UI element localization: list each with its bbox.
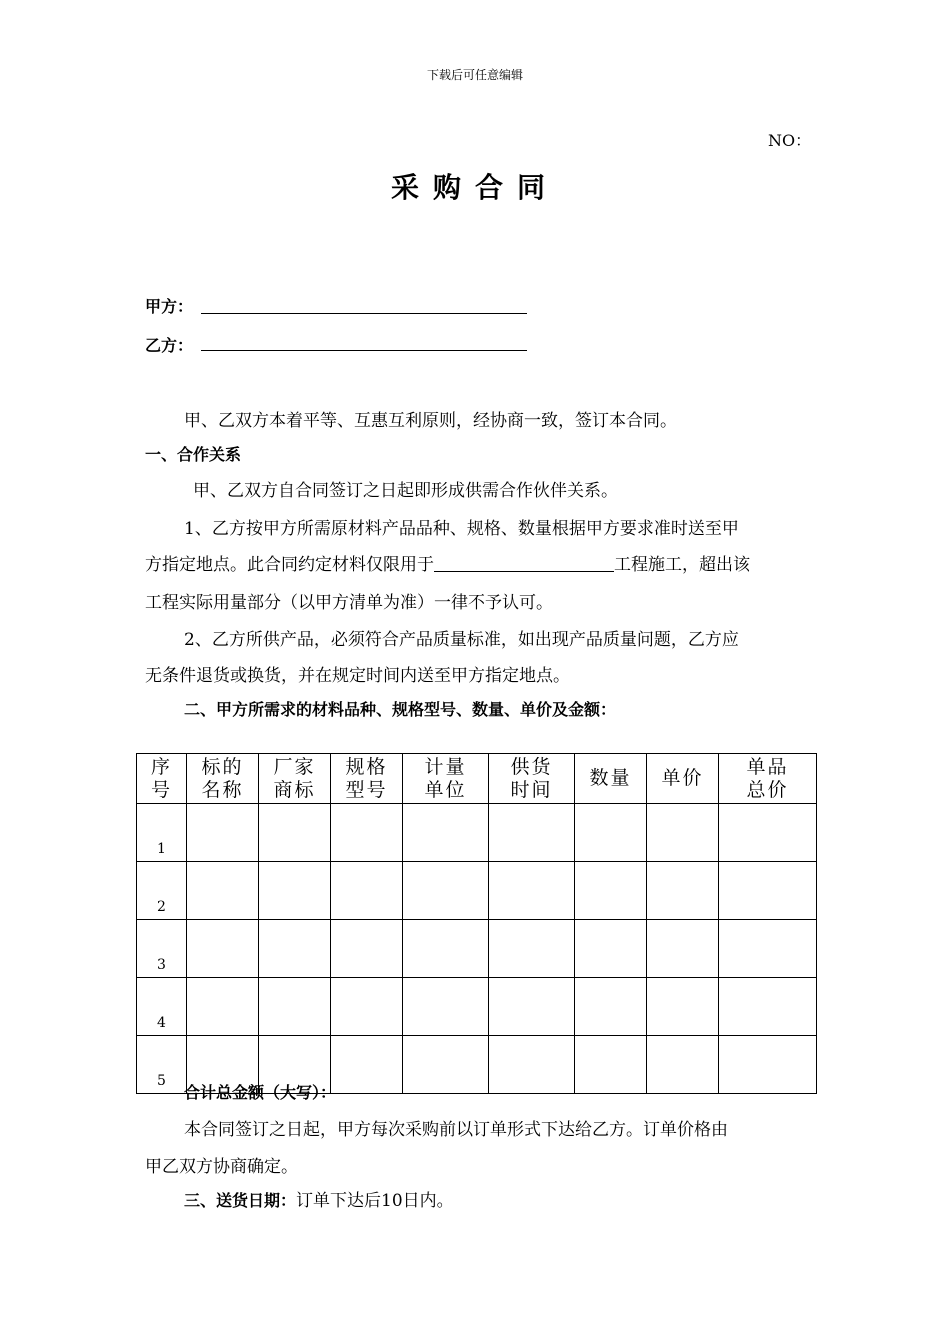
section1-paragraph2-line2 bbox=[145, 550, 750, 575]
header-note: 下载后可任意编辑 bbox=[426, 68, 523, 82]
header-unit: 计量 单位 bbox=[403, 754, 489, 804]
section1-paragraph1: 甲、乙双方自合同签订之日起即形成供需合作伙伴关系。 bbox=[193, 481, 618, 501]
section1-heading: 一、合作关系 bbox=[145, 445, 242, 464]
row-seq: 3 bbox=[137, 920, 187, 978]
table-cell[interactable] bbox=[647, 1036, 719, 1094]
table-cell[interactable] bbox=[259, 804, 331, 862]
order-paragraph-line2: 甲乙双方协商确定。 bbox=[145, 1157, 298, 1177]
section2-heading: 二、甲方所需求的材料品种、规格型号、数量、单价及金额： bbox=[184, 700, 617, 719]
row-seq: 2 bbox=[137, 862, 187, 920]
section1-paragraph2-line2-end: 工程施工，超出该 bbox=[614, 555, 750, 575]
table-cell[interactable] bbox=[719, 978, 817, 1036]
total-amount-label: 合计总金额（大写）： bbox=[184, 1083, 337, 1102]
table-cell[interactable] bbox=[719, 804, 817, 862]
table-cell[interactable] bbox=[403, 920, 489, 978]
party-a-blank-line bbox=[201, 313, 527, 314]
table-cell[interactable] bbox=[489, 804, 575, 862]
table-cell[interactable] bbox=[575, 862, 647, 920]
table-cell[interactable] bbox=[403, 978, 489, 1036]
row-seq: 5 bbox=[137, 1036, 187, 1094]
table-cell[interactable] bbox=[489, 862, 575, 920]
table-cell[interactable] bbox=[331, 978, 403, 1036]
order-paragraph-line1: 本合同签订之日起，甲方每次采购前以订单形式下达给乙方。订单价格由 bbox=[184, 1120, 728, 1140]
header-item-total: 单品 总价 bbox=[719, 754, 817, 804]
materials-table bbox=[136, 753, 817, 1094]
table-row bbox=[137, 862, 817, 920]
table-cell[interactable] bbox=[187, 920, 259, 978]
table-header-row bbox=[137, 754, 817, 804]
table-row bbox=[137, 978, 817, 1036]
party-a-label: 甲方： bbox=[145, 297, 194, 316]
table-cell[interactable] bbox=[647, 978, 719, 1036]
header-spec: 规格 型号 bbox=[331, 754, 403, 804]
intro-paragraph: 甲、乙双方本着平等、互惠互利原则，经协商一致，签订本合同。 bbox=[184, 411, 677, 431]
section1-paragraph2-line1: 1、乙方按甲方所需原材料产品品种、规格、数量根据甲方要求准时送至甲 bbox=[184, 519, 739, 539]
table-cell[interactable] bbox=[187, 978, 259, 1036]
table-cell[interactable] bbox=[489, 978, 575, 1036]
table-cell[interactable] bbox=[489, 1036, 575, 1094]
table-cell[interactable] bbox=[647, 862, 719, 920]
table-cell[interactable] bbox=[259, 862, 331, 920]
section3-text: 订单下达后10日内。 bbox=[296, 1191, 454, 1211]
table-cell[interactable] bbox=[719, 920, 817, 978]
table-cell[interactable] bbox=[187, 804, 259, 862]
section1-paragraph3-line1: 2、乙方所供产品，必须符合产品质量标准，如出现产品质量问题，乙方应 bbox=[184, 630, 739, 650]
section1-paragraph3-line2: 无条件退货或换货，并在规定时间内送至甲方指定地点。 bbox=[145, 666, 570, 686]
document-number-label: NO： bbox=[768, 131, 812, 150]
table-cell[interactable] bbox=[403, 862, 489, 920]
table-cell[interactable] bbox=[331, 862, 403, 920]
table-cell[interactable] bbox=[259, 978, 331, 1036]
table-cell[interactable] bbox=[187, 862, 259, 920]
table-cell[interactable] bbox=[489, 920, 575, 978]
section3 bbox=[184, 1186, 454, 1211]
section3-heading: 三、送货日期： bbox=[184, 1191, 297, 1210]
table-cell[interactable] bbox=[575, 978, 647, 1036]
section1-paragraph2-line3: 工程实际用量部分（以甲方清单为准）一律不予认可。 bbox=[145, 593, 553, 613]
table-cell[interactable] bbox=[331, 804, 403, 862]
table-cell[interactable] bbox=[647, 804, 719, 862]
header-quantity: 数量 bbox=[575, 754, 647, 804]
header-supply-time: 供货 时间 bbox=[489, 754, 575, 804]
header-manufacturer: 厂家 商标 bbox=[259, 754, 331, 804]
row-seq: 1 bbox=[137, 804, 187, 862]
table-cell[interactable] bbox=[331, 1036, 403, 1094]
party-b-label: 乙方： bbox=[145, 336, 194, 355]
table-cell[interactable] bbox=[575, 804, 647, 862]
table-cell[interactable] bbox=[331, 920, 403, 978]
table-cell[interactable] bbox=[403, 804, 489, 862]
table-row bbox=[137, 920, 817, 978]
header-unit-price: 单价 bbox=[647, 754, 719, 804]
table-cell[interactable] bbox=[647, 920, 719, 978]
header-item-name: 标的 名称 bbox=[187, 754, 259, 804]
section1-paragraph2-line2-start: 方指定地点。此合同约定材料仅限用于 bbox=[145, 555, 434, 575]
table-cell[interactable] bbox=[575, 1036, 647, 1094]
project-name-blank bbox=[434, 555, 614, 572]
document-title: 采购合同 bbox=[390, 171, 559, 204]
header-seq: 序 号 bbox=[137, 754, 187, 804]
table-row bbox=[137, 804, 817, 862]
table-cell[interactable] bbox=[259, 920, 331, 978]
table-cell[interactable] bbox=[575, 920, 647, 978]
table-cell[interactable] bbox=[719, 1036, 817, 1094]
table-cell[interactable] bbox=[719, 862, 817, 920]
row-seq: 4 bbox=[137, 978, 187, 1036]
table-cell[interactable] bbox=[403, 1036, 489, 1094]
party-b-blank-line bbox=[201, 350, 527, 351]
